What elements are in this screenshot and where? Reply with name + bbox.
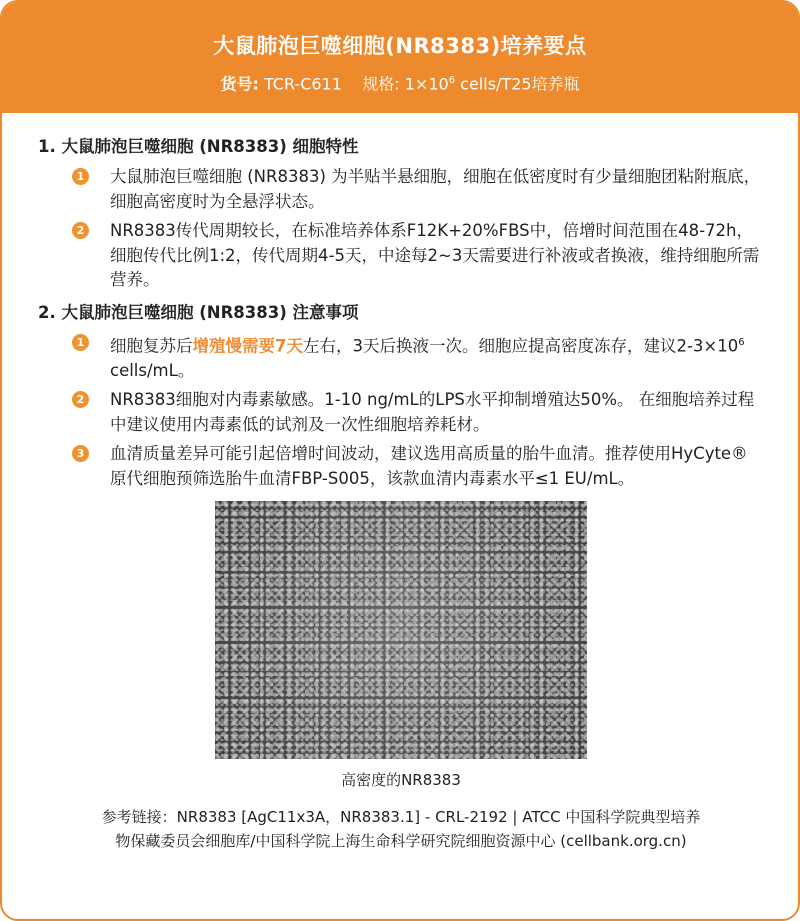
list-item (38, 219, 764, 293)
item-text: NR8383细胞对内毒素敏感。1-10 ng/mL的LPS水平抑制增殖达50%。 在细胞培养过程中建议使用内毒素低的试剂及一次性细胞培养耗材。 (110, 390, 755, 434)
cell-micrograph (215, 501, 587, 759)
reference-line-2: 物保藏委员会细胞库/中国科学院上海生命科学研究院细胞资源中心 (cellbank.org.cn) (115, 832, 687, 850)
exponent: 6 (738, 336, 745, 348)
item-text: 大鼠肺泡巨噬细胞 (NR8383) 为半贴半悬细胞，细胞在低密度时有少量细胞团粘附瓶底，细胞高密度时为全悬浮状态。 (110, 167, 761, 211)
highlight-text: 增殖慢需要7天 (192, 336, 303, 355)
spec-exponent: 6 (448, 75, 456, 86)
item-text: 血清质量差异可能引起倍增时间波动，建议选用高质量的胎牛血清。推荐使用HyCyte®原代细胞预筛选胎牛血清FBP-S005，该款血清内毒素水平≤1 EU/mL。 (110, 444, 748, 488)
spec-value-b: cells/T25培养瓶 (455, 74, 580, 94)
reference-footer (38, 805, 764, 853)
list-item (38, 331, 764, 384)
reference-line-1: 参考链接：NR8383 [AgC11x3A，NR8383.1] - CRL-2192 | ATCC 中国科学院典型培养 (101, 808, 701, 826)
spec-value-a: 1×10 (404, 74, 449, 94)
product-meta (2, 70, 798, 95)
number-badge: 2 (72, 222, 89, 239)
number-badge: 2 (72, 391, 89, 408)
item-text-post: 左右，3天后换液一次。细胞应提高密度冻存，建议2-3×10 (302, 336, 739, 355)
page-title: 大鼠肺泡巨噬细胞(NR8383)培养要点 (213, 34, 587, 58)
number-badge: 1 (72, 168, 89, 185)
number-badge: 3 (72, 445, 89, 462)
item-text-pre: 细胞复苏后 (110, 336, 193, 355)
header-banner (2, 2, 798, 113)
sku-label: 货号: (220, 74, 259, 94)
spec-label: 规格: (362, 74, 400, 94)
list-item (38, 388, 764, 437)
list-item (38, 442, 764, 491)
photo-container (38, 501, 764, 763)
sku-value: TCR-C611 (263, 74, 342, 94)
photo-caption: 高密度的NR8383 (341, 771, 461, 789)
item-text: NR8383传代周期较长，在标准培养体系F12K+20%FBS中，倍增时间范围在48-72h，细胞传代比例1:2，传代周期4-5天，中途每2~3天需要进行补液或者换液，维持细胞所需营养。 (110, 221, 760, 289)
section-title-notes: 2. 大鼠肺泡巨噬细胞 (NR8383) 注意事项 (38, 302, 359, 322)
section-title-characteristics: 1. 大鼠肺泡巨噬细胞 (NR8383) 细胞特性 (38, 137, 359, 156)
number-badge: 1 (72, 334, 89, 351)
item-text-post2: cells/mL。 (110, 360, 195, 380)
content (2, 113, 798, 853)
list-item (38, 165, 764, 214)
